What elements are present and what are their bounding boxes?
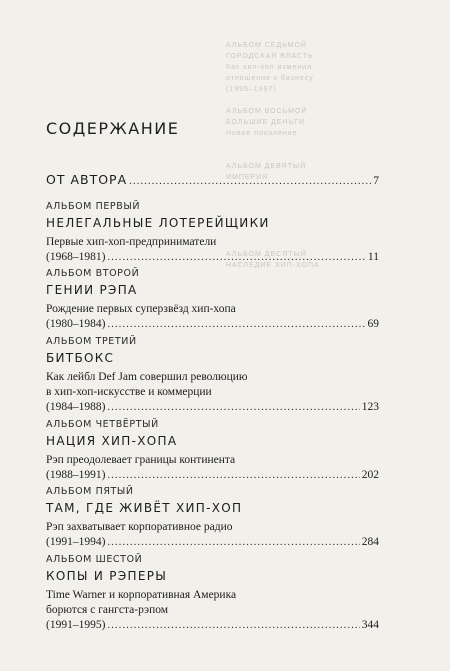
entry-title: ОТ АВТОРА	[46, 172, 128, 187]
toc-entry-album-5	[46, 486, 379, 550]
years: (1991–1994)	[46, 536, 106, 548]
album-description	[46, 235, 379, 265]
toc-entry-album-2	[46, 268, 379, 332]
album-label: АЛЬБОМ ТРЕТИЙ	[46, 336, 137, 347]
album-title: ГЕНИИ РЭПА	[46, 283, 138, 297]
album-title: НАЦИЯ ХИП-ХОПА	[46, 434, 178, 448]
toc-entry-album-6	[46, 554, 379, 633]
page-number: 123	[361, 401, 379, 413]
page-number: 344	[361, 619, 379, 631]
album-label: АЛЬБОМ ПЕРВЫЙ	[46, 201, 141, 212]
description-line: Рождение первых суперзвёзд хип-хопа	[46, 303, 236, 315]
album-description	[46, 370, 379, 415]
album-title: БИТБОКС	[46, 351, 115, 365]
album-title: КОПЫ И РЭПЕРЫ	[46, 569, 168, 583]
page-number: 69	[367, 318, 379, 330]
album-description	[46, 520, 379, 550]
album-label: АЛЬБОМ ВТОРОЙ	[46, 268, 140, 279]
description-line: Первые хип-хоп-предприниматели	[46, 236, 217, 248]
dot-leader	[107, 250, 366, 265]
description-line: Как лейбл Def Jam совершил революцию	[46, 371, 248, 383]
toc-page	[46, 0, 379, 671]
years: (1980–1984)	[46, 318, 106, 330]
years: (1968–1981)	[46, 251, 106, 263]
description-line: Рэп захватывает корпоративное радио	[46, 521, 233, 533]
album-label: АЛЬБОМ ПЯТЫЙ	[46, 486, 134, 497]
page-number: 7	[373, 175, 379, 187]
toc-entry-album-3	[46, 336, 379, 415]
album-description	[46, 588, 379, 633]
dot-leader	[107, 400, 359, 415]
dot-leader	[107, 535, 359, 550]
album-description	[46, 453, 379, 483]
years: (1984–1988)	[46, 401, 106, 413]
years-line	[46, 400, 379, 415]
description-line: Time Warner и корпоративная Америка	[46, 589, 237, 601]
toc-heading: СОДЕРЖАНИЕ	[46, 119, 180, 138]
album-label: АЛЬБОМ ЧЕТВЁРТЫЙ	[46, 419, 159, 430]
page-number: 202	[361, 469, 379, 481]
dot-leader	[107, 317, 365, 332]
album-title: НЕЛЕГАЛЬНЫЕ ЛОТЕРЕЙЩИКИ	[46, 216, 270, 230]
description-line: борются с гангста-рэпом	[46, 604, 169, 616]
page-number: 284	[361, 536, 379, 548]
years-line	[46, 535, 379, 550]
toc-entry-album-4	[46, 419, 379, 483]
years: (1988–1991)	[46, 469, 106, 481]
years-line	[46, 250, 379, 265]
description-line: Рэп преодолевает границы континента	[46, 454, 236, 466]
bleed-through-text: АЛЬБОМ СЕДЬМОЙ ГОРОДСКАЯ ВЛАСТЬ Как хип-хоп изменил отношение к бизнесу (1995–1997) АЛЬБОМ ВОСЬМОЙ БОЛЬШИЕ ДЕНЬГИ Новое поколение АЛЬБОМ ДЕВЯТЫЙ ИМПЕРИЯ АЛЬБОМ ДЕСЯТЫЙ НАСЛЕДИЕ ХИП-ХОПА	[226, 42, 320, 269]
years-line	[46, 618, 379, 633]
years: (1991–1995)	[46, 619, 106, 631]
album-label: АЛЬБОМ ШЕСТОЙ	[46, 554, 143, 565]
toc-entry-album-1	[46, 201, 379, 265]
album-title: ТАМ, ГДЕ ЖИВЁТ ХИП-ХОП	[46, 501, 243, 515]
album-description	[46, 302, 379, 332]
dot-leader	[107, 618, 359, 633]
dot-leader	[129, 175, 371, 187]
description-line: в хип-хоп-искусстве и коммерции	[46, 386, 212, 398]
dot-leader	[107, 468, 359, 483]
page-number: 11	[367, 251, 379, 263]
years-line	[46, 317, 379, 332]
years-line	[46, 468, 379, 483]
toc-entry-author	[46, 172, 379, 187]
